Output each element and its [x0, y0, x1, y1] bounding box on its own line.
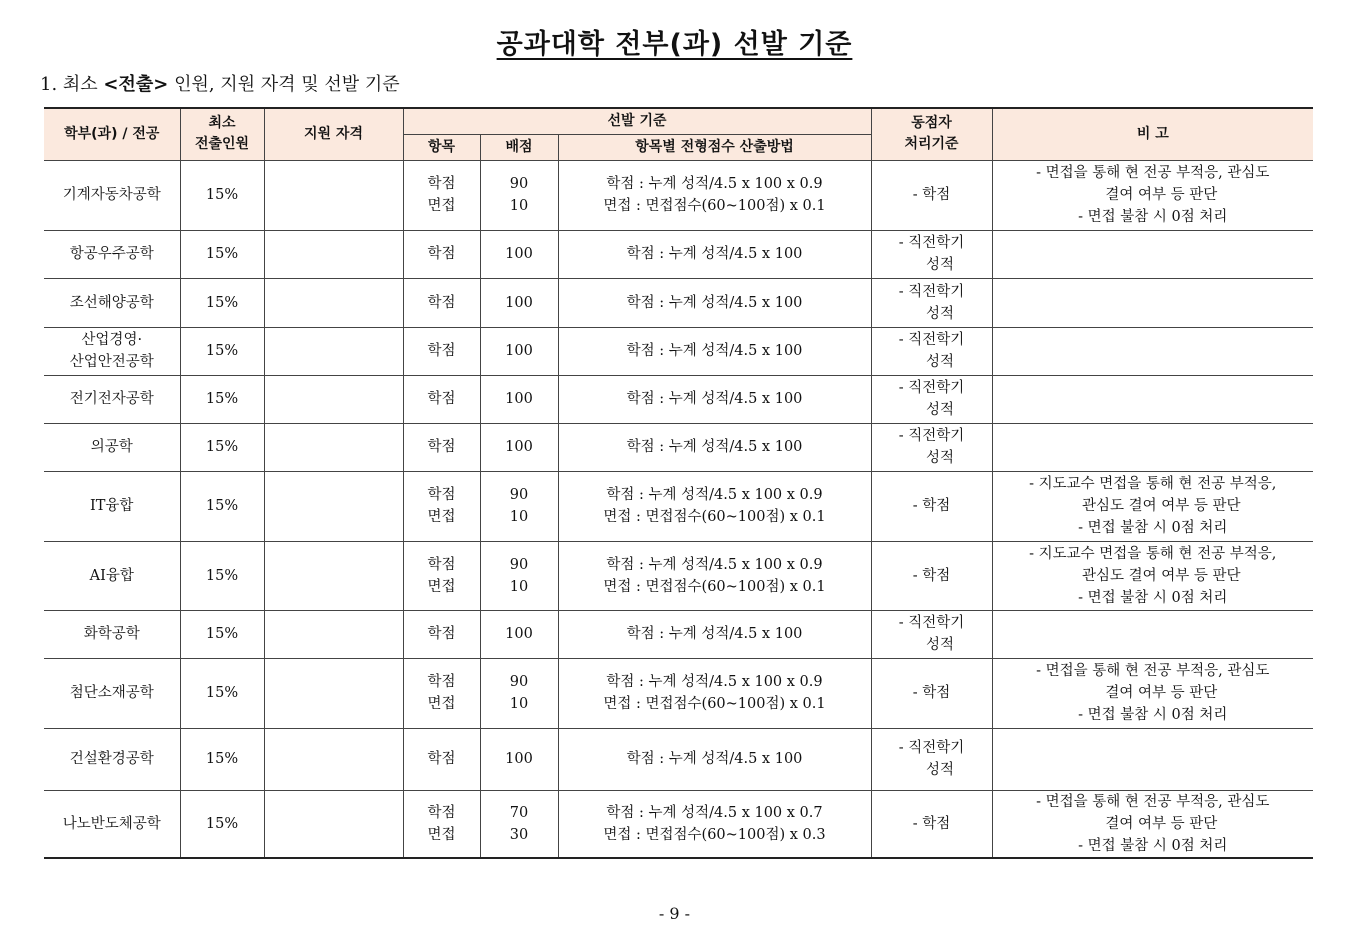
cell-dept: AI융합	[44, 541, 180, 610]
table-row	[44, 278, 1313, 327]
cell-method: 학점 : 누계 성적/4.5 x 100 x 0.9 면접 : 면접점수(60~100점) x 0.1	[558, 658, 871, 728]
cell-qualification	[264, 160, 403, 230]
cell-method: 학점 : 누계 성적/4.5 x 100	[558, 423, 871, 471]
cell-dept: 항공우주공학	[44, 230, 180, 278]
cell-tie-break: - 직전학기 성적	[871, 278, 992, 327]
cell-score: 100	[480, 327, 558, 375]
cell-dept: 조선해양공학	[44, 278, 180, 327]
table-row	[44, 728, 1313, 790]
cell-item: 학점	[403, 610, 480, 658]
cell-note	[992, 375, 1313, 423]
cell-score: 90 10	[480, 658, 558, 728]
cell-min-transfer: 15%	[180, 423, 264, 471]
table-row	[44, 658, 1313, 728]
header-note: 비 고	[992, 108, 1313, 160]
cell-dept: 화학공학	[44, 610, 180, 658]
cell-method: 학점 : 누계 성적/4.5 x 100	[558, 230, 871, 278]
cell-min-transfer: 15%	[180, 541, 264, 610]
cell-tie-break: - 학점	[871, 160, 992, 230]
cell-item: 학점	[403, 327, 480, 375]
cell-item: 학점	[403, 423, 480, 471]
cell-tie-break: - 직전학기 성적	[871, 610, 992, 658]
cell-score: 90 10	[480, 160, 558, 230]
table-row	[44, 790, 1313, 858]
table-row	[44, 375, 1313, 423]
cell-method: 학점 : 누계 성적/4.5 x 100 x 0.9 면접 : 면접점수(60~100점) x 0.1	[558, 541, 871, 610]
cell-dept: 전기전자공학	[44, 375, 180, 423]
cell-qualification	[264, 610, 403, 658]
header-dept: 학부(과) / 전공	[44, 108, 180, 160]
cell-item: 학점 면접	[403, 658, 480, 728]
cell-method: 학점 : 누계 성적/4.5 x 100	[558, 728, 871, 790]
cell-note	[992, 278, 1313, 327]
cell-item: 학점 면접	[403, 541, 480, 610]
cell-dept: 의공학	[44, 423, 180, 471]
cell-qualification	[264, 541, 403, 610]
section-heading-prefix: 1. 최소	[40, 74, 104, 95]
cell-score: 90 10	[480, 541, 558, 610]
cell-min-transfer: 15%	[180, 658, 264, 728]
cell-note	[992, 423, 1313, 471]
cell-score: 100	[480, 610, 558, 658]
cell-score: 90 10	[480, 471, 558, 541]
cell-score: 70 30	[480, 790, 558, 858]
cell-dept: 나노반도체공학	[44, 790, 180, 858]
cell-min-transfer: 15%	[180, 327, 264, 375]
cell-qualification	[264, 230, 403, 278]
cell-min-transfer: 15%	[180, 375, 264, 423]
table-body	[44, 160, 1313, 858]
selection-criteria-table	[44, 107, 1313, 859]
page-title: 공과대학 전부(과) 선발 기준	[496, 29, 853, 60]
cell-tie-break: - 학점	[871, 790, 992, 858]
cell-qualification	[264, 658, 403, 728]
header-method: 항목별 전형점수 산출방법	[558, 134, 871, 160]
cell-note	[992, 610, 1313, 658]
cell-item: 학점 면접	[403, 160, 480, 230]
header-qualification: 지원 자격	[264, 108, 403, 160]
section-heading-emphasis: <전출>	[103, 74, 169, 95]
cell-min-transfer: 15%	[180, 610, 264, 658]
cell-dept: IT융합	[44, 471, 180, 541]
cell-note	[992, 230, 1313, 278]
cell-method: 학점 : 누계 성적/4.5 x 100	[558, 610, 871, 658]
cell-min-transfer: 15%	[180, 471, 264, 541]
cell-tie-break: - 직전학기 성적	[871, 423, 992, 471]
cell-dept: 건설환경공학	[44, 728, 180, 790]
cell-note: - 면접을 통해 현 전공 부적응, 관심도 결여 여부 등 판단 - 면접 불참 시 0점 처리	[992, 160, 1313, 230]
table-row	[44, 230, 1313, 278]
cell-score: 100	[480, 230, 558, 278]
cell-dept: 기계자동차공학	[44, 160, 180, 230]
table-row	[44, 541, 1313, 610]
section-heading	[40, 70, 400, 96]
cell-item: 학점	[403, 278, 480, 327]
cell-qualification	[264, 471, 403, 541]
cell-method: 학점 : 누계 성적/4.5 x 100 x 0.9 면접 : 면접점수(60~100점) x 0.1	[558, 160, 871, 230]
cell-qualification	[264, 790, 403, 858]
table-row	[44, 327, 1313, 375]
cell-score: 100	[480, 375, 558, 423]
cell-item: 학점	[403, 375, 480, 423]
cell-qualification	[264, 375, 403, 423]
cell-score: 100	[480, 423, 558, 471]
cell-min-transfer: 15%	[180, 278, 264, 327]
cell-item: 학점	[403, 230, 480, 278]
cell-item: 학점	[403, 728, 480, 790]
table-row	[44, 610, 1313, 658]
cell-method: 학점 : 누계 성적/4.5 x 100 x 0.7 면접 : 면접점수(60~100점) x 0.3	[558, 790, 871, 858]
cell-min-transfer: 15%	[180, 230, 264, 278]
cell-min-transfer: 15%	[180, 728, 264, 790]
cell-qualification	[264, 327, 403, 375]
cell-min-transfer: 15%	[180, 160, 264, 230]
cell-note: - 면접을 통해 현 전공 부적응, 관심도 결여 여부 등 판단 - 면접 불참 시 0점 처리	[992, 658, 1313, 728]
table-row	[44, 160, 1313, 230]
cell-tie-break: - 학점	[871, 471, 992, 541]
header-selection-criteria: 선발 기준	[403, 108, 871, 134]
cell-method: 학점 : 누계 성적/4.5 x 100	[558, 327, 871, 375]
cell-score: 100	[480, 278, 558, 327]
cell-tie-break: - 직전학기 성적	[871, 327, 992, 375]
cell-qualification	[264, 728, 403, 790]
cell-note: - 지도교수 면접을 통해 현 전공 부적응, 관심도 결여 여부 등 판단 - 면접 불참 시 0점 처리	[992, 541, 1313, 610]
page-number: - 9 -	[658, 904, 691, 923]
cell-tie-break: - 학점	[871, 541, 992, 610]
table-row	[44, 423, 1313, 471]
section-heading-suffix: 인원, 지원 자격 및 선발 기준	[168, 74, 400, 95]
cell-tie-break: - 직전학기 성적	[871, 375, 992, 423]
cell-dept: 첨단소재공학	[44, 658, 180, 728]
table-row	[44, 471, 1313, 541]
cell-method: 학점 : 누계 성적/4.5 x 100	[558, 375, 871, 423]
cell-score: 100	[480, 728, 558, 790]
cell-tie-break: - 직전학기 성적	[871, 728, 992, 790]
cell-qualification	[264, 423, 403, 471]
cell-note: - 지도교수 면접을 통해 현 전공 부적응, 관심도 결여 여부 등 판단 - 면접 불참 시 0점 처리	[992, 471, 1313, 541]
cell-dept: 산업경영· 산업안전공학	[44, 327, 180, 375]
cell-method: 학점 : 누계 성적/4.5 x 100 x 0.9 면접 : 면접점수(60~100점) x 0.1	[558, 471, 871, 541]
header-tie-break: 동점자 처리기준	[871, 108, 992, 160]
header-score: 배점	[480, 134, 558, 160]
cell-note	[992, 327, 1313, 375]
cell-item: 학점 면접	[403, 471, 480, 541]
cell-note	[992, 728, 1313, 790]
header-item: 항목	[403, 134, 480, 160]
cell-min-transfer: 15%	[180, 790, 264, 858]
cell-item: 학점 면접	[403, 790, 480, 858]
header-min-transfer: 최소 전출인원	[180, 108, 264, 160]
cell-method: 학점 : 누계 성적/4.5 x 100	[558, 278, 871, 327]
cell-note: - 면접을 통해 현 전공 부적응, 관심도 결여 여부 등 판단 - 면접 불참 시 0점 처리	[992, 790, 1313, 858]
cell-tie-break: - 직전학기 성적	[871, 230, 992, 278]
cell-tie-break: - 학점	[871, 658, 992, 728]
cell-qualification	[264, 278, 403, 327]
